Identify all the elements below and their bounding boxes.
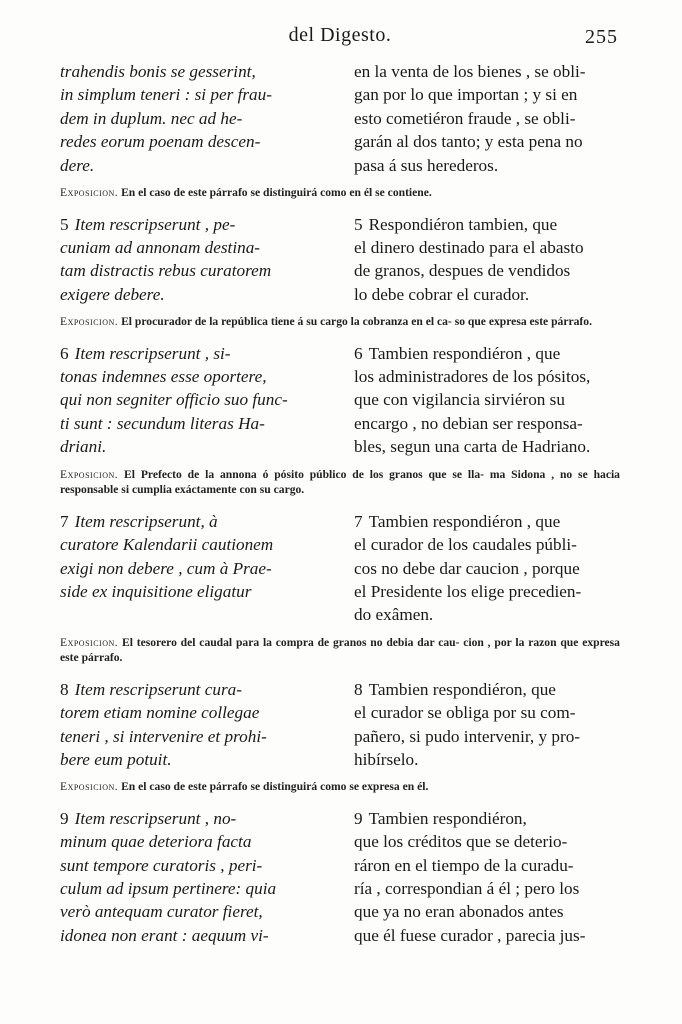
spanish-line-text: do exâmen.: [354, 605, 434, 625]
exposicion-text: El procurador de la república tiene á su cargo la cobranza en el ca-: [121, 315, 452, 329]
latin-line-text: sunt tempore curatoris , peri-: [60, 855, 263, 875]
latin-line: [60, 830, 322, 853]
section-number: 9: [60, 808, 69, 828]
latin-text: [60, 510, 322, 627]
spanish-text: [354, 678, 620, 772]
spanish-line: [354, 83, 620, 106]
latin-line-text: Item rescripserunt , si-: [74, 343, 231, 363]
latin-line: [60, 283, 322, 306]
spanish-line: [354, 877, 620, 900]
exposicion-label: Exposicion.: [60, 186, 119, 200]
latin-line: [60, 924, 322, 947]
paragraph-pair: [60, 60, 620, 177]
latin-line: [60, 83, 322, 106]
latin-line: [60, 557, 322, 580]
latin-line: [60, 130, 322, 153]
spanish-text: [354, 342, 620, 459]
spanish-line-text: el dinero destinado para el abasto: [354, 237, 584, 257]
exposicion-text: cion , por la razon que expresa este párrafo.: [60, 635, 620, 665]
spanish-line-text: encargo , no debian ser responsa-: [354, 413, 583, 433]
spanish-line-text: pañero, si pudo intervenir, y pro-: [354, 726, 581, 746]
latin-line: [60, 701, 322, 724]
latin-line: [60, 807, 322, 830]
spanish-line-text: hibírselo.: [354, 749, 419, 769]
spanish-text: [354, 510, 620, 627]
exposicion-note: [60, 314, 620, 330]
exposicion-note: [60, 779, 620, 795]
spanish-line-text: en la venta de los bienes , se obli-: [354, 62, 586, 81]
spanish-line: [354, 748, 620, 771]
latin-line: [60, 510, 322, 533]
spanish-line: [354, 365, 620, 388]
exposicion-label: Exposicion.: [60, 635, 119, 649]
section-number: 6: [60, 343, 69, 363]
spanish-line: [354, 854, 620, 877]
spanish-line: [354, 900, 620, 923]
latin-line-text: idonea non erant : aequum vi-: [60, 925, 269, 945]
latin-line: [60, 580, 322, 603]
spanish-line: [354, 107, 620, 130]
spanish-line: [354, 580, 620, 603]
section-number: 7: [60, 511, 69, 531]
latin-line-text: side ex inquisitione eligatur: [60, 581, 252, 601]
spanish-line: [354, 924, 620, 947]
exposicion-note: [60, 467, 620, 498]
latin-line-text: verò antequam curator fieret,: [60, 902, 263, 922]
latin-text: [60, 678, 322, 772]
latin-line: [60, 388, 322, 411]
spanish-line: [354, 725, 620, 748]
latin-line-text: driani.: [60, 437, 107, 457]
spanish-line: [354, 236, 620, 259]
latin-text: [60, 807, 322, 947]
latin-line-text: Item rescripserunt , no-: [74, 808, 237, 828]
latin-line-text: curatore Kalendarii cautionem: [60, 535, 274, 555]
section-number: 8: [354, 679, 363, 699]
latin-line-text: teneri , si intervenire et prohi-: [60, 726, 267, 746]
latin-text: [60, 213, 322, 307]
exposicion-text: El tesorero del caudal para la compra de granos no debia dar cau-: [121, 635, 460, 649]
spanish-line: [354, 412, 620, 435]
latin-text: [60, 60, 322, 177]
latin-line: [60, 342, 322, 365]
spanish-line-text: Respondiéron tambien, que: [368, 214, 558, 234]
spanish-line-text: ráron en el tiempo de la curadu-: [354, 855, 574, 875]
spanish-line: [354, 807, 620, 830]
spanish-line-text: cos no debe dar caucion , porque: [354, 558, 580, 578]
latin-line: [60, 107, 322, 130]
section-number: 5: [354, 214, 363, 234]
spanish-line-text: esto cometiéron fraude , se obli-: [354, 108, 576, 128]
exposicion-label: Exposicion.: [60, 780, 119, 794]
latin-line-text: minum quae deteriora facta: [60, 832, 252, 852]
spanish-line-text: Tambien respondiéron, que: [368, 679, 556, 699]
spanish-line: [354, 388, 620, 411]
spanish-text: [354, 60, 620, 177]
latin-line-text: torem etiam nomine collegae: [60, 703, 260, 723]
page-number: 255: [585, 26, 618, 48]
paragraph-pair: [60, 678, 620, 772]
spanish-line-text: que él fuese curador , parecia jus-: [354, 925, 586, 945]
section-number: 8: [60, 679, 69, 699]
latin-line: [60, 435, 322, 458]
latin-text: [60, 342, 322, 459]
latin-line-text: dere.: [60, 155, 95, 175]
spanish-line-text: de granos, despues de vendidos: [354, 261, 571, 281]
spanish-line-text: bles, segun una carta de Hadriano.: [354, 437, 591, 457]
latin-line: [60, 678, 322, 701]
spanish-line-text: pasa á sus herederos.: [354, 155, 499, 175]
latin-line: [60, 533, 322, 556]
paragraph-pair: [60, 213, 620, 307]
spanish-line: [354, 557, 620, 580]
spanish-text: [354, 213, 620, 307]
spanish-line: [354, 60, 620, 83]
spanish-line: [354, 435, 620, 458]
exposicion-text: so que expresa este párrafo.: [454, 315, 592, 329]
spanish-line: [354, 213, 620, 236]
latin-line-text: exigere debere.: [60, 284, 165, 304]
latin-line: [60, 60, 322, 83]
latin-line: [60, 213, 322, 236]
exposicion-text: En el caso de este párrafo se distinguirá como en él se contiene.: [121, 186, 432, 200]
latin-line-text: trahendis bonis se gesserint,: [60, 62, 256, 81]
page-body: [60, 60, 620, 947]
spanish-line: [354, 678, 620, 701]
latin-line-text: tam distractis rebus curatorem: [60, 261, 272, 281]
spanish-text: [354, 807, 620, 947]
latin-line: [60, 154, 322, 177]
exposicion-label: Exposicion.: [60, 315, 119, 329]
exposicion-text: ma Sidona , no se hacia responsable si cumplia exáctamente con su cargo.: [60, 467, 620, 497]
spanish-line: [354, 342, 620, 365]
latin-line-text: dem in duplum. nec ad he-: [60, 108, 243, 128]
exposicion-note: [60, 185, 620, 201]
latin-line-text: redes eorum poenam descen-: [60, 132, 261, 152]
latin-line: [60, 412, 322, 435]
latin-line-text: Item rescripserunt cura-: [74, 679, 242, 699]
exposicion-text: En el caso de este párrafo se distinguirá como se expresa en él.: [121, 780, 429, 794]
section-number: 5: [60, 214, 69, 234]
spanish-line: [354, 533, 620, 556]
latin-line-text: culum ad ipsum pertinere: quia: [60, 879, 277, 899]
spanish-line-text: gan por lo que importan ; y si en: [354, 85, 578, 105]
latin-line-text: Item rescripserunt, à: [74, 511, 218, 531]
exposicion-label: Exposicion.: [60, 467, 119, 481]
spanish-line-text: el curador de los caudales públi-: [354, 535, 577, 555]
latin-line: [60, 877, 322, 900]
paragraph-pair: [60, 510, 620, 627]
spanish-line-text: Tambien respondiéron , que: [368, 343, 561, 363]
exposicion-text: El Prefecto de la annona ó pósito público de los granos que se lla-: [124, 467, 485, 481]
latin-line-text: bere eum potuit.: [60, 749, 172, 769]
spanish-line-text: que con vigilancia sirviéron su: [354, 390, 565, 410]
latin-line: [60, 900, 322, 923]
spanish-line-text: los administradores de los pósitos,: [354, 367, 591, 387]
spanish-line: [354, 259, 620, 282]
page-header: [60, 24, 620, 52]
section-number: 6: [354, 343, 363, 363]
latin-line-text: exigi non debere , cum à Prae-: [60, 558, 272, 578]
spanish-line-text: que los créditos que se deterio-: [354, 832, 568, 852]
latin-line-text: in simplum teneri : si per frau-: [60, 85, 272, 105]
latin-line-text: tonas indemnes esse oportere,: [60, 367, 267, 387]
latin-line: [60, 748, 322, 771]
latin-line: [60, 365, 322, 388]
spanish-line: [354, 154, 620, 177]
spanish-line-text: lo debe cobrar el curador.: [354, 284, 530, 304]
spanish-line-text: garán al dos tanto; y esta pena no: [354, 132, 583, 152]
spanish-line: [354, 130, 620, 153]
spanish-line: [354, 830, 620, 853]
paragraph-pair: [60, 807, 620, 947]
latin-line: [60, 259, 322, 282]
latin-line: [60, 236, 322, 259]
latin-line-text: ti sunt : secundum literas Ha-: [60, 413, 265, 433]
paragraph-pair: [60, 342, 620, 459]
latin-line: [60, 854, 322, 877]
latin-line-text: Item rescripserunt , pe-: [74, 214, 236, 234]
spanish-line: [354, 283, 620, 306]
spanish-line: [354, 603, 620, 626]
section-number: 7: [354, 511, 363, 531]
exposicion-note: [60, 635, 620, 666]
spanish-line-text: que ya no eran abonados antes: [354, 902, 564, 922]
spanish-line-text: ría , correspondian á él ; pero los: [354, 879, 580, 899]
latin-line-text: qui non segniter officio suo func-: [60, 390, 288, 410]
spanish-line-text: el Presidente los elige precedien-: [354, 581, 582, 601]
spanish-line-text: Tambien respondiéron , que: [368, 511, 561, 531]
spanish-line: [354, 510, 620, 533]
running-title: del Digesto.: [288, 24, 392, 46]
section-number: 9: [354, 808, 363, 828]
spanish-line-text: Tambien respondiéron,: [368, 808, 527, 828]
latin-line: [60, 725, 322, 748]
spanish-line: [354, 701, 620, 724]
latin-line-text: cuniam ad annonam destina-: [60, 237, 261, 257]
spanish-line-text: el curador se obliga por su com-: [354, 703, 576, 723]
